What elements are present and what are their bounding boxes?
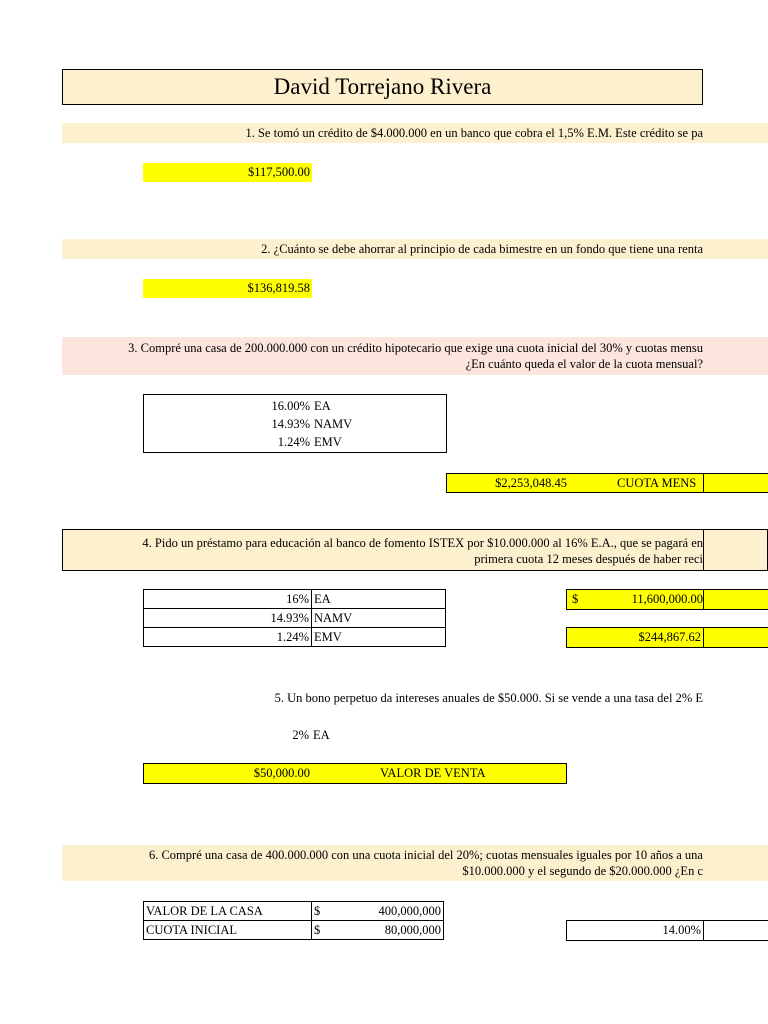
currency-symbol: $ xyxy=(312,902,327,921)
question-3-line-1: 3. Compré una casa de 200.000.000 con un crédito hipotecario que exige una cuota inicial del 30% y cuotas mensu xyxy=(128,341,703,355)
rate-value: 16.00% xyxy=(271,399,310,413)
rate-value: 14.93% xyxy=(271,417,310,431)
rate-label: EA xyxy=(314,399,331,413)
rate-value: 14.93% xyxy=(144,609,312,628)
table-row xyxy=(144,902,444,921)
row-label: VALOR DE LA CASA xyxy=(144,902,312,921)
question-5-answer-row xyxy=(143,763,567,784)
question-3-answer-row xyxy=(446,473,768,493)
currency-symbol: $ xyxy=(572,592,579,606)
question-5-row xyxy=(62,688,768,708)
question-5-rate-value: 2% xyxy=(292,728,309,742)
future-value: 11,600,000.00 xyxy=(631,592,703,606)
rate-label: NAMV xyxy=(314,417,353,431)
question-5-text: 5. Un bono perpetuo da intereses anuales de $50.000. Si se vende a una tasa del 2% E xyxy=(274,691,703,705)
table-row xyxy=(144,590,446,609)
question-3-rates-box xyxy=(143,394,447,453)
question-4-row xyxy=(62,529,768,571)
rate-label: EA xyxy=(312,590,446,609)
question-3-row xyxy=(62,337,768,375)
question-4-line-1: 4. Pido un préstamo para educación al banco de fomento ISTEX por $10.000.000 al 16% E.A., que se pagará en xyxy=(142,536,703,550)
rate-label: EMV xyxy=(312,628,446,647)
question-1-row xyxy=(62,123,768,143)
table-row xyxy=(144,628,446,647)
question-4-rates-table xyxy=(143,589,446,647)
question-1-answer[interactable]: $117,500.00 xyxy=(143,163,312,182)
question-5-answer[interactable]: $50,000.00 xyxy=(253,766,310,780)
rate-label: EMV xyxy=(314,435,342,449)
question-1-text: 1. Se tomó un crédito de $4.000.000 en un banco que cobra el 1,5% E.M. Este crédito se pa xyxy=(245,126,703,140)
table-row xyxy=(144,609,446,628)
question-4-future-value[interactable] xyxy=(566,589,768,610)
question-3-line-2: ¿En cuánto queda el valor de la cuota mensual? xyxy=(465,357,703,371)
row-label: CUOTA INICIAL xyxy=(144,921,312,940)
question-6-rate: 14.00% xyxy=(662,923,701,937)
column-divider xyxy=(703,589,704,610)
rate-label: NAMV xyxy=(312,609,446,628)
page-title: David Torrejano Rivera xyxy=(62,69,703,105)
column-divider xyxy=(703,627,704,648)
question-5-rate-label: EA xyxy=(313,728,330,742)
question-4-line-2: primera cuota 12 meses después de haber reci xyxy=(474,552,703,566)
question-5-answer-label: VALOR DE VENTA xyxy=(380,766,486,780)
rate-value: 16% xyxy=(144,590,312,609)
column-divider xyxy=(703,529,704,571)
question-6-rate-cell[interactable] xyxy=(566,920,768,941)
question-3-answer[interactable]: $2,253,048.45 xyxy=(495,476,567,490)
question-3-answer-label: CUOTA MENS xyxy=(617,476,697,490)
column-divider xyxy=(703,920,704,941)
question-6-line-2: $10.000.000 y el segundo de $20.000.000 ¿En c xyxy=(462,864,703,878)
question-6-table xyxy=(143,901,444,940)
row-value: 80,000,000 xyxy=(326,921,444,940)
table-row xyxy=(144,921,444,940)
currency-symbol: $ xyxy=(312,921,327,940)
question-2-answer[interactable]: $136,819.58 xyxy=(143,279,312,298)
question-6-row xyxy=(62,845,768,881)
question-4-answer[interactable]: $244,867.62 xyxy=(638,630,701,644)
question-4-answer-row xyxy=(566,627,768,648)
rate-value: 1.24% xyxy=(277,435,310,449)
question-2-row xyxy=(62,239,768,259)
question-6-line-1: 6. Compré una casa de 400.000.000 con una cuota inicial del 20%; cuotas mensuales iguales por 10 años a una xyxy=(148,848,703,862)
rate-value: 1.24% xyxy=(144,628,312,647)
row-value: 400,000,000 xyxy=(326,902,444,921)
question-2-text: 2. ¿Cuánto se debe ahorrar al principio de cada bimestre en un fondo que tiene una renta xyxy=(261,242,703,256)
column-divider xyxy=(703,473,704,493)
